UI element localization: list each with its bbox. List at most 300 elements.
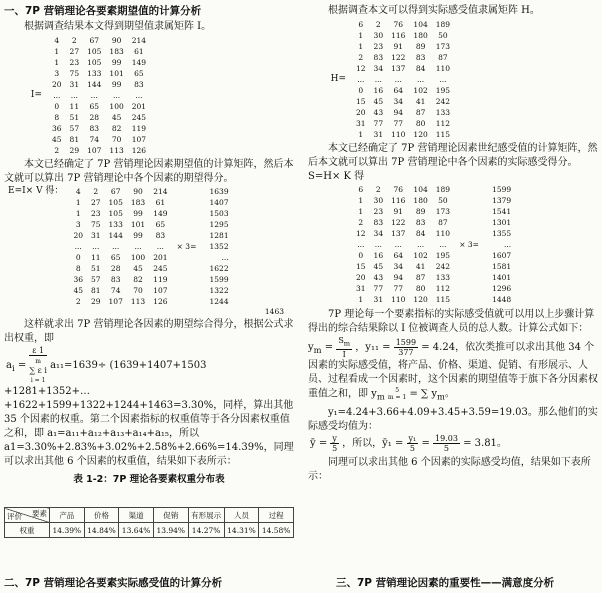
matrix-cell: 183 (130, 198, 146, 207)
matrix-cell: 99 (133, 231, 143, 240)
matrix-E-table (4, 186, 233, 307)
matrix-cell: 1 (54, 47, 60, 56)
matrix-cell: 107 (87, 146, 102, 155)
matrix-label (308, 184, 352, 195)
matrix-cell: 180 (413, 196, 428, 205)
matrix-E (4, 186, 294, 316)
matrix-row (4, 252, 233, 263)
matrix-row (308, 107, 454, 118)
table-cell: 13.94% (153, 523, 188, 538)
matrix-row (308, 206, 515, 217)
matrix-cell: 107 (108, 297, 123, 306)
matrix-cell: 116 (391, 196, 406, 205)
matrix-cell: 214 (153, 187, 168, 196)
matrix-operator (172, 208, 202, 219)
table-row-label: 权重 (5, 523, 50, 538)
matrix-result: 1581 (492, 262, 512, 271)
matrix-cell: 45 (133, 264, 143, 273)
matrix-label (308, 96, 352, 107)
matrix-row (308, 30, 454, 41)
matrix-cell: 67 (110, 187, 121, 196)
matrix-cell: 77 (373, 284, 384, 293)
f2-num3: 19.03 (435, 434, 458, 444)
matrix-cell: 112 (435, 284, 451, 293)
matrix-cell: 242 (435, 97, 451, 106)
matrix-cell: ... (156, 242, 164, 251)
matrix-cell: 84 (415, 64, 426, 73)
matrix-cell: ... (394, 240, 402, 249)
matrix-cell: 75 (69, 69, 80, 78)
matrix-row (308, 195, 515, 206)
matrix-cell: ... (357, 75, 365, 84)
matrix-cell: 27 (90, 198, 101, 207)
matrix-cell: 201 (131, 102, 147, 111)
matrix-label (308, 85, 352, 96)
f1-sub: m (313, 344, 322, 355)
matrix-row (308, 272, 515, 283)
f1-den2: 377 (398, 347, 414, 357)
matrix-operator: × 3= (176, 242, 197, 251)
matrix-operator (172, 219, 202, 230)
matrix-row (4, 274, 233, 285)
matrix-row (308, 85, 454, 96)
matrix-row (308, 52, 454, 63)
matrix-row (4, 296, 233, 307)
matrix-result: 1244 (209, 297, 229, 306)
f2-mid: ，所以，ȳ₁ = (342, 438, 407, 450)
matrix-cell: 83 (373, 218, 384, 227)
matrix-label (308, 261, 352, 272)
matrix-cell: 4 (75, 187, 81, 196)
matrix-cell: 23 (69, 58, 80, 67)
matrix-cell: 107 (131, 135, 147, 144)
matrix-cell: ... (135, 91, 143, 100)
matrix-row (4, 79, 150, 90)
matrix-label (308, 52, 352, 63)
matrix-cell: 126 (153, 297, 168, 306)
matrix-cell: 6 (358, 185, 364, 194)
matrix-label (4, 285, 69, 296)
corner-top: 要素 (32, 509, 47, 518)
matrix-row (308, 19, 454, 30)
matrix-cell: 6 (358, 20, 364, 29)
matrix-cell: 12 (356, 229, 366, 238)
matrix-cell: 75 (90, 220, 101, 229)
table-cell: 14.27% (188, 523, 224, 538)
matrix-cell: 105 (108, 209, 123, 218)
matrix-row (308, 283, 515, 294)
matrix-result: 1607 (492, 251, 512, 260)
matrix-cell: 57 (90, 275, 101, 284)
matrix-label (308, 30, 352, 41)
matrix-cell: ... (70, 91, 78, 100)
matrix-cell: 100 (109, 102, 124, 111)
table-cell: 14.84% (84, 523, 119, 538)
matrix-cell: 83 (134, 80, 144, 89)
matrix-row (4, 123, 150, 134)
matrix-cell: 29 (90, 297, 101, 306)
matrix-cell: 133 (87, 69, 102, 78)
f1-fraction (336, 336, 352, 359)
table-header: 过程 (259, 508, 294, 523)
matrix-cell: ... (394, 75, 402, 84)
matrix-cell: 64 (393, 251, 404, 260)
matrix-result: 1301 (492, 218, 512, 227)
matrix-result: 1541 (492, 207, 512, 216)
matrix-operator (454, 294, 484, 305)
matrix-row (4, 263, 233, 274)
matrix-cell: 137 (391, 64, 406, 73)
formula-eq: = (14, 360, 30, 371)
matrix-cell: 102 (413, 251, 428, 260)
matrix-cell: 83 (89, 124, 100, 133)
matrix-cell: 2 (358, 53, 364, 62)
matrix-cell: 245 (153, 264, 168, 273)
matrix-row (4, 197, 233, 208)
f1-end-sub: m (437, 391, 445, 402)
feeling-formula (308, 336, 598, 403)
matrix-cell: 8 (75, 264, 81, 273)
matrix-cell: 0 (358, 251, 364, 260)
matrix-cell: 101 (130, 220, 146, 229)
matrix-operator: × 3= (459, 240, 479, 249)
matrix-cell: 31 (69, 80, 80, 89)
matrix-result: ... (221, 253, 229, 262)
matrix-S-table (308, 184, 515, 305)
matrix-cell: 112 (435, 119, 451, 128)
matrix-cell: 45 (373, 262, 384, 271)
matrix-cell: 100 (130, 253, 146, 262)
matrix-cell: 80 (415, 119, 426, 128)
matrix-operator (454, 283, 484, 294)
matrix-result: 1407 (209, 198, 229, 207)
matrix-cell: ... (417, 240, 425, 249)
matrix-operator (454, 228, 484, 239)
matrix-cell: 20 (356, 108, 366, 117)
matrix-label (4, 197, 69, 208)
matrix-cell: 28 (110, 264, 121, 273)
matrix-label (4, 263, 69, 274)
formula-sum-top: m (35, 358, 41, 365)
paragraph: 本文已经确定了 7P 营销理论因素世纪感受值的计算矩阵，然后本文就可以算出 7P 营销理论中各个因素的实际感受得分。S=H× K 得 (308, 143, 598, 182)
matrix-row (4, 230, 233, 241)
matrix-cell: 51 (69, 113, 80, 122)
matrix-cell: 189 (435, 20, 451, 29)
matrix-row (308, 74, 454, 85)
matrix-label (4, 296, 69, 307)
matrix-cell: 16 (373, 86, 384, 95)
sum-top: 5 (395, 386, 400, 394)
matrix-cell: 110 (391, 130, 406, 139)
matrix-cell: 101 (109, 69, 124, 78)
section-heading-3: 三、7P 营销理论因素的重要性——满意度分析 (336, 577, 555, 589)
matrix-row (308, 129, 454, 140)
matrix-cell: 110 (435, 229, 451, 238)
matrix-row (4, 219, 233, 230)
matrix-cell: 137 (391, 229, 406, 238)
matrix-result: 1503 (209, 209, 229, 218)
matrix-cell: 11 (69, 102, 80, 111)
matrix-row (4, 186, 233, 197)
matrix-cell: 70 (111, 135, 122, 144)
matrix-result: ... (504, 240, 512, 249)
matrix-operator (172, 197, 202, 208)
matrix-cell: 83 (415, 53, 426, 62)
matrix-cell: 104 (413, 20, 428, 29)
matrix-cell: 90 (111, 36, 122, 45)
f1-num: S (338, 336, 344, 345)
matrix-result: 1296 (492, 284, 512, 293)
matrix-cell: 31 (373, 130, 384, 139)
f2-fraction (330, 434, 339, 453)
matrix-cell: 45 (73, 286, 83, 295)
matrix-row (308, 217, 515, 228)
matrix-cell: 2 (54, 146, 60, 155)
matrix-cell: 76 (393, 185, 404, 194)
matrix-cell: 43 (373, 273, 384, 282)
matrix-label (4, 68, 48, 79)
matrix-cell: 110 (435, 64, 451, 73)
matrix-label (4, 46, 48, 57)
matrix-cell: ... (374, 75, 382, 84)
matrix-cell: 23 (373, 207, 384, 216)
matrix-label (4, 79, 48, 90)
matrix-cell: 83 (373, 53, 384, 62)
matrix-cell: 83 (155, 231, 166, 240)
matrix-cell: 0 (54, 102, 60, 111)
matrix-cell: 1 (358, 196, 364, 205)
matrix-E-extra-result: 1463 (264, 307, 284, 316)
matrix-label: E=I× V 得： (8, 186, 64, 196)
matrix-cell: 83 (110, 275, 121, 284)
f2-fraction-2 (407, 434, 419, 453)
matrix-cell: 201 (153, 253, 168, 262)
matrix-row (4, 145, 150, 156)
matrix-row (4, 46, 150, 57)
matrix-cell: 77 (373, 119, 384, 128)
matrix-cell: 120 (413, 130, 428, 139)
matrix-operator (172, 296, 202, 307)
matrix-cell: 34 (393, 262, 404, 271)
matrix-row (4, 208, 233, 219)
matrix-cell: ... (112, 242, 120, 251)
matrix-cell: 31 (90, 231, 101, 240)
matrix-label (4, 35, 48, 46)
matrix-row (308, 239, 515, 250)
matrix-cell: 89 (415, 207, 426, 216)
f2-fraction-3 (433, 434, 460, 453)
matrix-operator (454, 272, 484, 283)
matrix-label (4, 230, 69, 241)
matrix-cell: 116 (391, 31, 406, 40)
matrix-cell: 20 (73, 231, 83, 240)
matrix-I (4, 35, 294, 156)
matrix-operator (454, 261, 484, 272)
matrix-cell: 173 (435, 42, 451, 51)
formula-a: a (6, 360, 12, 371)
matrix-cell: 120 (413, 295, 428, 304)
matrix-cell: 70 (133, 286, 143, 295)
matrix-cell: 74 (89, 135, 100, 144)
matrix-cell: 20 (356, 273, 366, 282)
matrix-cell: 107 (153, 286, 168, 295)
matrix-cell: 65 (89, 102, 100, 111)
matrix-label (4, 112, 48, 123)
f1-end-tail: 。 (444, 388, 455, 400)
matrix-label (4, 145, 48, 156)
matrix-cell: 115 (435, 130, 451, 139)
matrix-label (308, 107, 352, 118)
matrix-operator (172, 186, 202, 197)
matrix-cell: ... (74, 242, 82, 251)
matrix-cell: 1 (358, 207, 364, 216)
matrix-cell: 1 (358, 31, 364, 40)
matrix-cell: 31 (356, 284, 366, 293)
matrix-cell: 41 (415, 97, 426, 106)
matrix-cell: 133 (108, 220, 123, 229)
matrix-cell: 30 (373, 31, 384, 40)
matrix-cell: 20 (52, 80, 62, 89)
matrix-cell: ... (53, 91, 61, 100)
paragraph: +1281+1352+…+1622+1599+1322+1244+1463=3.30%，同样，算出其他 35 个因素的权重。第二个因素指标的权重值等于各分因素权重值之和，即 a₁=a₁₁+a₁₂+a₁₃+a₁₄+a₁₅，所以 a1=3.30%+2.83%+3.02%+2.58%+2.66%=14.39%，同理可以求出其他 6 个因素的权重值，结果如下表所示： (4, 386, 294, 467)
matrix-cell: 214 (131, 36, 147, 45)
matrix-cell: 31 (373, 295, 384, 304)
matrix-cell: 84 (415, 229, 426, 238)
matrix-label (4, 219, 69, 230)
matrix-label (4, 208, 69, 219)
table-cell: 13.64% (119, 523, 154, 538)
matrix-cell: 242 (435, 262, 451, 271)
matrix-result: 1622 (209, 264, 229, 273)
table-header: 人员 (224, 508, 259, 523)
matrix-row (4, 241, 233, 252)
formula-sum-bottom: i = 1 (30, 377, 46, 384)
matrix-S (308, 184, 598, 305)
f1-mid: ，y₁₁ = (355, 341, 394, 353)
matrix-label (4, 274, 69, 285)
matrix-label (308, 206, 352, 217)
matrix-cell: ... (374, 240, 382, 249)
matrix-row (308, 63, 454, 74)
matrix-cell: 34 (393, 97, 404, 106)
matrix-cell: 27 (69, 47, 80, 56)
matrix-row (4, 90, 150, 101)
matrix-cell: 3 (75, 220, 81, 229)
matrix-cell: 104 (413, 185, 428, 194)
matrix-row (4, 68, 150, 79)
matrix-cell: 126 (131, 146, 147, 155)
matrix-cell: 245 (131, 113, 147, 122)
table-cell: 14.58% (259, 523, 294, 538)
matrix-operator (172, 263, 202, 274)
matrix-cell: ... (92, 242, 100, 251)
matrix-cell: 189 (435, 185, 451, 194)
matrix-cell: 89 (415, 42, 426, 51)
matrix-cell: 94 (393, 108, 404, 117)
table-row (5, 523, 294, 538)
matrix-cell: 8 (54, 113, 60, 122)
matrix-cell: 16 (373, 251, 384, 260)
matrix-label (308, 239, 352, 250)
matrix-cell: 82 (111, 124, 122, 133)
matrix-cell: 180 (413, 31, 428, 40)
left-column (4, 0, 294, 593)
matrix-cell: 30 (373, 196, 384, 205)
table-header: 产品 (50, 508, 85, 523)
matrix-result: 1281 (209, 231, 229, 240)
matrix-cell: 149 (153, 209, 168, 218)
matrix-label (4, 123, 48, 134)
matrix-result: 1599 (492, 185, 512, 194)
matrix-cell: 105 (87, 58, 102, 67)
formula-denominator (29, 356, 47, 385)
matrix-label (308, 129, 352, 140)
matrix-cell: 2 (93, 187, 99, 196)
matrix-cell: 113 (130, 297, 146, 306)
f1-tail: = 4.24，依次类推可以求出其他 34 个因素的实际感受值，将产品、价格、渠道、促销、有形展示、人员、过程看成一个因素时，这个因素的期望值等于旗下各分因素权重值之和，即 y (308, 341, 598, 400)
matrix-label (308, 272, 352, 283)
section-heading-1: 一、7P 营销理论各要素期望值的计算分析 (4, 5, 202, 17)
matrix-cell: 1 (54, 58, 60, 67)
formula-i: i (11, 363, 15, 373)
matrix-label (308, 118, 352, 129)
table-header: 有形展示 (188, 508, 224, 523)
matrix-row (4, 35, 150, 46)
matrix-cell: 43 (373, 108, 384, 117)
paragraph: y₁=4.24+3.66+4.09+3.45+3.59=19.03。那么他们的实际感受均值为： (308, 407, 598, 433)
matrix-operator (454, 206, 484, 217)
matrix-operator (454, 217, 484, 228)
matrix-cell: 76 (393, 20, 404, 29)
matrix-result: 1322 (209, 286, 229, 295)
matrix-cell: 99 (133, 209, 143, 218)
matrix-cell: 110 (391, 295, 406, 304)
matrix-cell: ... (90, 91, 98, 100)
matrix-operator (454, 184, 484, 195)
matrix-label (4, 57, 48, 68)
matrix-result: 1448 (492, 295, 512, 304)
matrix-cell: 173 (435, 207, 451, 216)
matrix-cell: 2 (375, 185, 381, 194)
matrix-cell: 28 (89, 113, 100, 122)
matrix-cell: 122 (391, 218, 406, 227)
matrix-cell: 133 (435, 108, 451, 117)
f2-num: y (332, 434, 337, 444)
matrix-cell: 65 (134, 69, 144, 78)
matrix-label (4, 134, 48, 145)
matrix-cell: 1 (75, 209, 81, 218)
matrix-operator (454, 195, 484, 206)
matrix-cell: 41 (415, 262, 426, 271)
matrix-result: 1352 (209, 242, 229, 251)
matrix-cell: 87 (438, 218, 448, 227)
matrix-cell: 3 (54, 69, 60, 78)
matrix-cell: 2 (71, 36, 77, 45)
matrix-cell: 29 (69, 146, 80, 155)
f2-a: ȳ = (310, 438, 331, 450)
matrix-cell: 45 (373, 97, 384, 106)
weight-formula (4, 346, 294, 385)
paragraph: 7P 理论每一个要素指标的实际感受值就可以用以上步骤计算得出的综合结果除以 I 位被调查人员的总人数。计算公式如下： (308, 309, 595, 334)
f1-end: = ∑ y (409, 388, 437, 400)
f2-den: 5 (332, 444, 338, 454)
matrix-cell: 34 (373, 229, 384, 238)
sum-limits (388, 387, 406, 401)
matrix-cell: 99 (111, 80, 122, 89)
matrix-row (4, 134, 150, 145)
matrix-cell: 61 (134, 47, 144, 56)
matrix-I-table (4, 35, 150, 156)
